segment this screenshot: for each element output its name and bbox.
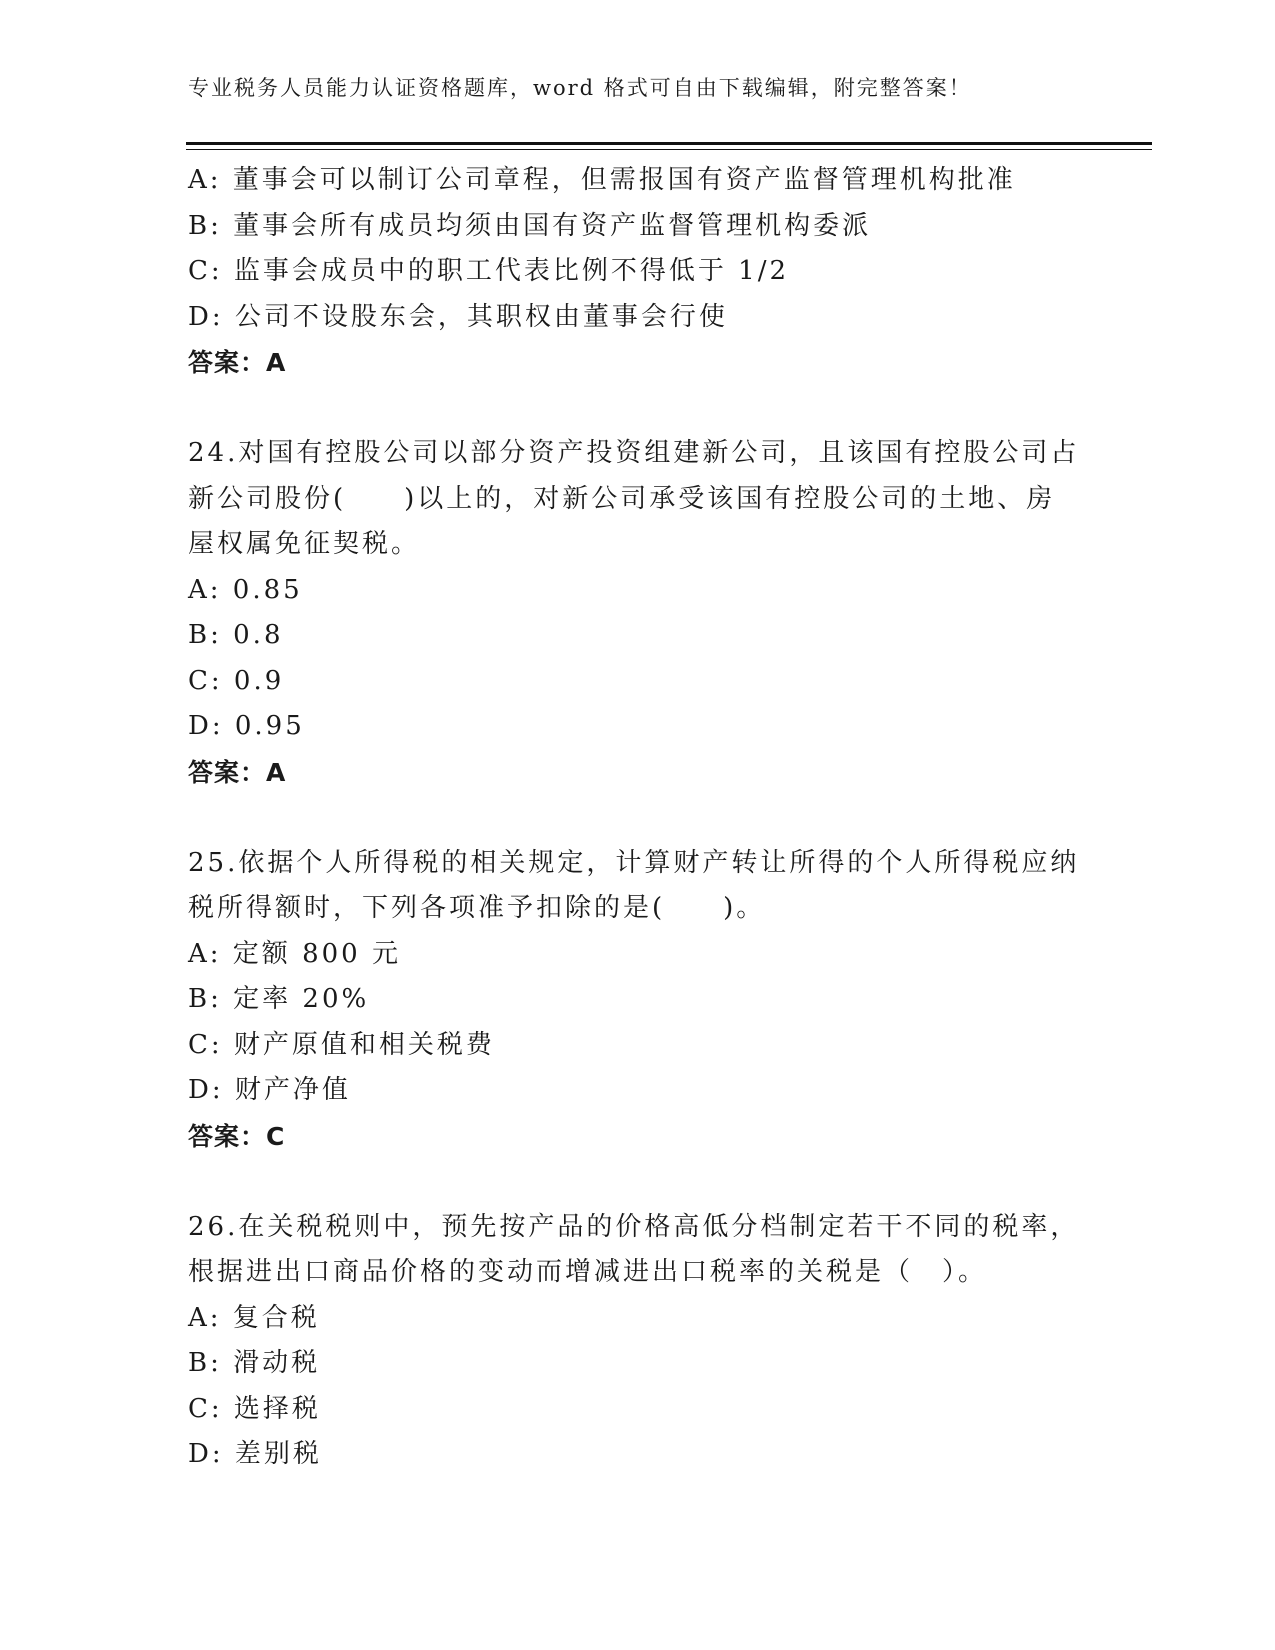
question-block-23 [188, 158, 1088, 386]
option-b: B: 滑动税 [188, 1348, 321, 1378]
question-list [188, 158, 1088, 1478]
option-c: C: 0.9 [188, 665, 285, 696]
option-d: D: 0.95 [188, 711, 305, 741]
option-a: A: 定额 800 元 [188, 938, 401, 969]
stem-line: 25.依据个人所得税的相关规定，计算财产转让所得的个人所得税应纳 [188, 847, 1080, 878]
spacer [188, 386, 1088, 432]
answer-line: 答案：C [188, 1121, 286, 1151]
page-header: 专业税务人员能力认证资格题库，word 格式可自由下载编辑，附完整答案！ [188, 76, 972, 100]
header-rule-thick [186, 142, 1152, 145]
option-b: B: 董事会所有成员均须由国有资产监督管理机构委派 [188, 210, 872, 241]
option-c: C: 监事会成员中的职工代表比例不得低于 1/2 [188, 256, 790, 286]
header-rule-thin [186, 149, 1152, 150]
question-stem [188, 431, 1088, 568]
option-d: D: 差别税 [188, 1439, 322, 1469]
spacer [188, 795, 1088, 841]
stem-line: 税所得额时，下列各项准予扣除的是( )。 [188, 893, 766, 923]
stem-line: 屋权属免征契税。 [188, 529, 421, 559]
question-block-25 [188, 841, 1088, 1160]
answer-line: 答案：A [188, 757, 287, 787]
option-b: B: 0.8 [188, 620, 284, 650]
option-d: D: 财产净值 [188, 1075, 351, 1105]
answer-line: 答案：A [188, 348, 287, 377]
option-a: A: 0.85 [188, 574, 303, 605]
option-b: B: 定率 20% [188, 984, 370, 1014]
stem-line: 24.对国有控股公司以部分资产投资组建新公司，且该国有控股公司占 [188, 438, 1080, 468]
question-block-26 [188, 1205, 1088, 1478]
option-c: C: 选择税 [188, 1393, 321, 1424]
spacer [188, 1159, 1088, 1205]
option-a: A: 董事会可以制订公司章程，但需报国有资产监督管理机构批准 [188, 165, 1016, 195]
option-d: D: 公司不设股东会，其职权由董事会行使 [188, 301, 728, 332]
question-block-24 [188, 431, 1088, 795]
question-stem [188, 841, 1088, 932]
stem-line: 根据进出口商品价格的变动而增减进出口税率的关税是（ ）。 [188, 1257, 988, 1287]
stem-line: 新公司股份( )以上的，对新公司承受该国有控股公司的土地、房 [188, 483, 1056, 514]
option-c: C: 财产原值和相关税费 [188, 1029, 495, 1060]
option-a: A: 复合税 [188, 1302, 320, 1333]
question-stem [188, 1205, 1088, 1296]
stem-line: 26.在关税税则中，预先按产品的价格高低分档制定若干不同的税率， [188, 1211, 1080, 1242]
